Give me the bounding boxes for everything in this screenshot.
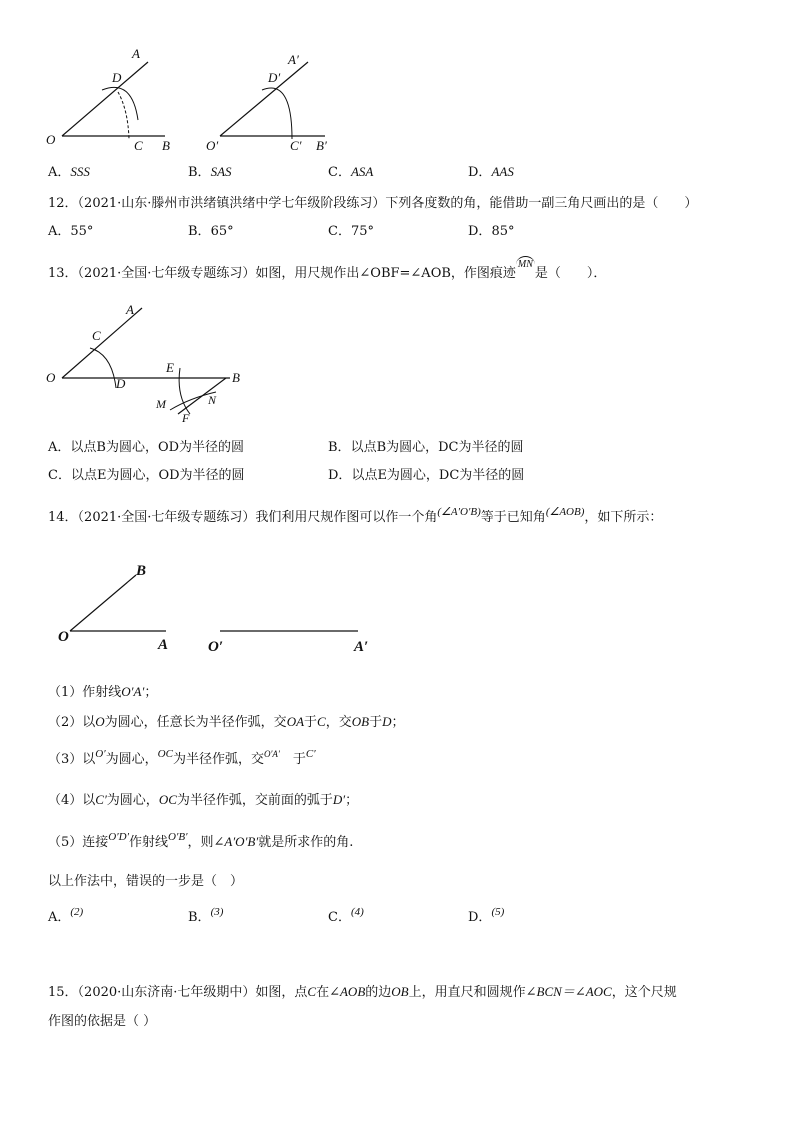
q11-figure-2 — [200, 40, 360, 160]
q12-option-c: C．75° — [328, 224, 374, 239]
q13-label-o: O — [46, 370, 56, 385]
q12-option-a: A．55° — [48, 224, 94, 239]
q14-label-o2: O′ — [208, 639, 224, 655]
q13-stem — [48, 259, 607, 283]
q13-label-m: M — [156, 397, 166, 411]
q11-fig1-label-o: O — [46, 132, 56, 147]
q15-stem-line-1: 15．（2020·山东济南·七年级期中）如图，点C在∠AOB的边OB上，用直尺和圆规作∠BCN＝∠AOC，这个尺规 — [48, 984, 677, 1000]
q14-option-d: D．$^{(5)}$ — [468, 906, 505, 925]
q11-fig1-label-c: C — [134, 138, 143, 153]
q14-step-1: （1）作射线O′A′； — [48, 684, 158, 700]
q11-fig2-label-c: C′ — [290, 138, 302, 153]
q11-fig1-label-b: B — [162, 138, 170, 153]
q14-label-a: A — [158, 637, 169, 653]
q12-option-d: D．85° — [468, 224, 515, 239]
q11-option-b: B．SAS — [188, 164, 232, 180]
q11-fig1-label-d: D — [112, 70, 122, 85]
q13-label-c: C — [92, 328, 101, 343]
q15-stem-line-2: 作图的依据是（ ） — [48, 1014, 157, 1029]
q12-option-b: B．65° — [188, 224, 234, 239]
q14-angle-2: (∠AOB) — [545, 506, 585, 518]
q13-stem-part1: 13．（2021·全国·七年级专题练习）如图，用尺规作出∠OBF=∠AOB，作图痕迹 — [48, 266, 516, 281]
q13-label-f: F — [182, 411, 190, 425]
q14-angle-1: (∠A′O′B) — [437, 506, 481, 518]
q13-label-e: E — [166, 360, 174, 375]
q12-stem: 12．（2021·山东·滕州市洪绪镇洪绪中学七年级阶段练习）下列各度数的角，能借助一副三角尺画出的是（ ） — [48, 196, 698, 211]
q14-step-3: （3）以$^{O'}$为圆心，$^{OC}$为半径作弧，交$^{O'A'}$ 于$^{C'}$ — [48, 748, 316, 767]
q14-option-b: B．$^{(3)}$ — [188, 906, 224, 925]
q14-label-a2: A′ — [354, 639, 369, 655]
q11-option-c: C．ASA — [328, 164, 374, 180]
q14-option-a: A．$^{(2)}$ — [48, 906, 84, 925]
q13-arc-mn: MN — [516, 256, 535, 273]
q14-step-4: （4）以C′为圆心，OC为半径作弧，交前面的弧于D′； — [48, 792, 359, 808]
q14-stem: 14．（2021·全国·七年级专题练习）我们利用尺规作图可以作一个角$^{(\angle A'O'B)}$等于已知角$^{(\angle AOB)}$，如下所示： — [48, 506, 663, 525]
q14-summary: 以上作法中，错误的一步是（ ） — [48, 874, 244, 889]
q14-label-o: O — [58, 629, 69, 645]
q11-fig1-label-a: A — [132, 46, 140, 61]
q11-fig2-label-d: D′ — [268, 70, 281, 85]
q11-fig2-label-o: O′ — [206, 138, 219, 153]
q13-option-d: D．以点E为圆心，DC为半径的圆 — [328, 468, 525, 483]
q14-step-5: （5）连接$^{O'D'}$作射线$^{O'B'}$，则∠A′O′B′就是所求作的角. — [48, 831, 354, 850]
q11-option-d: D．AAS — [468, 164, 514, 180]
q11-fig2-label-a: A′ — [288, 52, 299, 67]
q11-fig2-label-b: B′ — [316, 138, 327, 153]
q13-option-b: B．以点B为圆心，DC为半径的圆 — [328, 440, 524, 455]
q11-figure-1 — [40, 40, 200, 160]
q13-option-a: A．以点B为圆心，OD为半径的圆 — [48, 440, 245, 455]
q13-label-n: N — [208, 393, 217, 407]
q14-figure — [48, 555, 388, 655]
q13-label-d: D — [116, 376, 126, 391]
q13-option-c: C．以点E为圆心，OD为半径的圆 — [48, 468, 245, 483]
q13-label-a: A — [126, 302, 134, 317]
q13-label-b: B — [232, 370, 240, 385]
q13-stem-part2: 是（ ）． — [534, 266, 607, 281]
q14-option-c: C．$^{(4)}$ — [328, 906, 364, 925]
q13-figure — [40, 296, 270, 426]
q11-option-a: A．SSS — [48, 164, 90, 180]
q14-label-b: B — [136, 563, 147, 579]
q14-step-2: （2）以O为圆心，任意长为半径作弧，交OA于C，交OB于D； — [48, 714, 405, 730]
